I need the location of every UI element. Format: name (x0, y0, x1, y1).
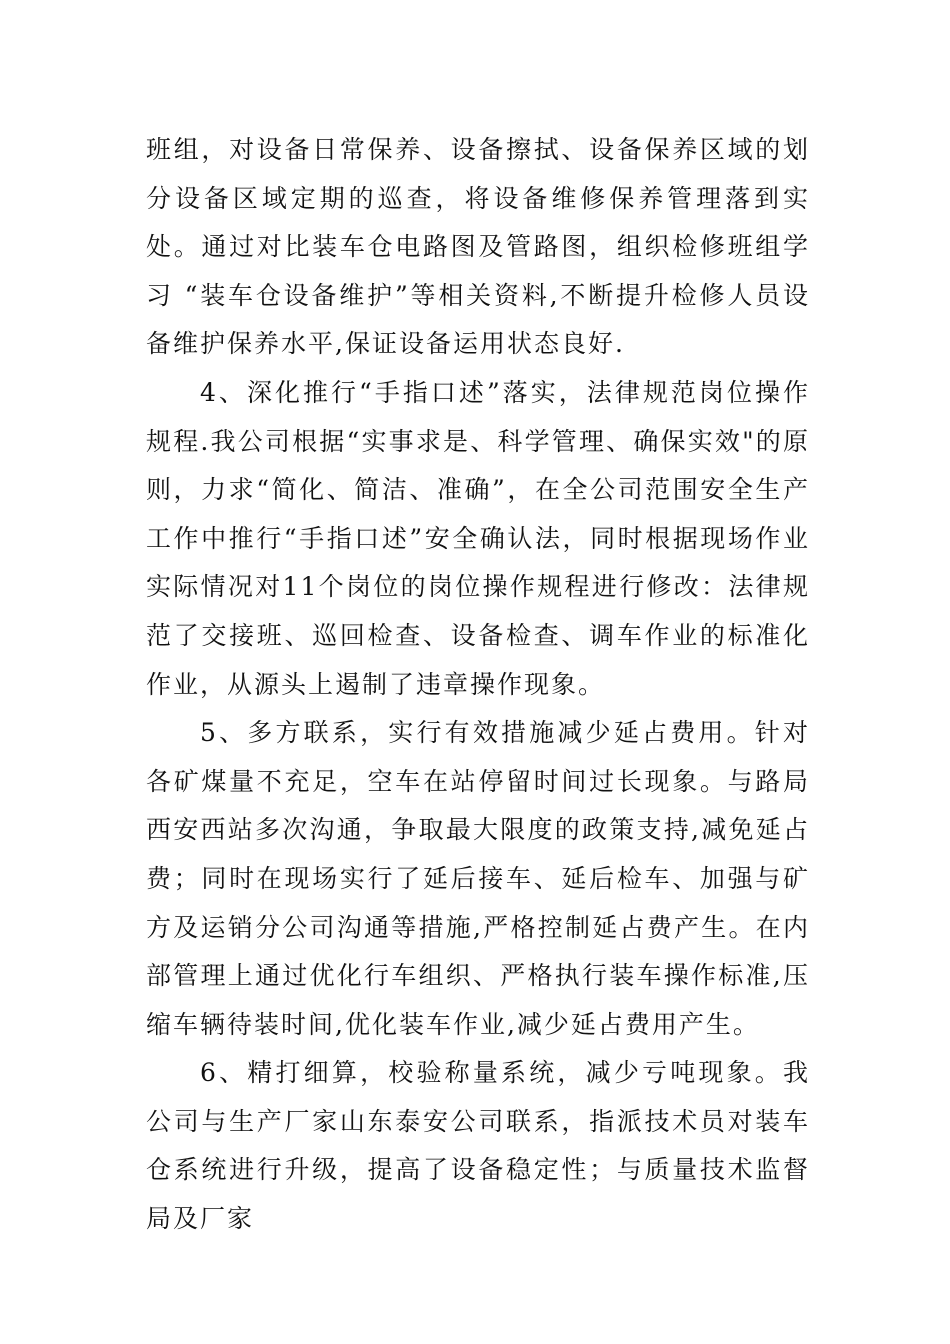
paragraph-item-4: 4、深化推行“手指口述”落实，法律规范岗位操作规程.我公司根据“实事求是、科学管理、确保实效"的原则，力求“简化、简洁、准确”，在全公司范围安全生产工作中推行“手指口述”安全确认法，同时根据现场作业实际情况对11个岗位的岗位操作规程进行修改：法律规范了交接班、巡回检查、设备检查、调车作业的标准化作业，从源头上遏制了违章操作现象。 (146, 377, 810, 699)
paragraph-item-5: 5、多方联系，实行有效措施减少延占费用。针对各矿煤量不充足，空车在站停留时间过长现象。与路局西安西站多次沟通，争取最大限度的政策支持,减免延占费；同时在现场实行了延后接车、延后检车、加强与矿方及运销分公司沟通等措施,严格控制延占费产生。在内部管理上通过优化行车组织、严格执行装车操作标准,压缩车辆待装时间,优化装车作业,减少延占费用产生。 (146, 718, 810, 1039)
paragraph-item-6: 6、精打细算，校验称量系统，减少亏吨现象。我公司与生产厂家山东泰安公司联系，指派技术员对装车仓系统进行升级，提高了设备稳定性；与质量技术监督局及厂家 (146, 1058, 810, 1234)
paragraph-continuation: 班组，对设备日常保养、设备擦拭、设备保养区域的划分设备区域定期的巡查，将设备维修保养管理落到实处。通过对比装车仓电路图及管路图，组织检修班组学习 “装车仓设备维护”等相关资料,不断提升检修人员设备维护保养水平,保证设备运用状态良好. (146, 135, 810, 359)
body-text (146, 126, 810, 1244)
